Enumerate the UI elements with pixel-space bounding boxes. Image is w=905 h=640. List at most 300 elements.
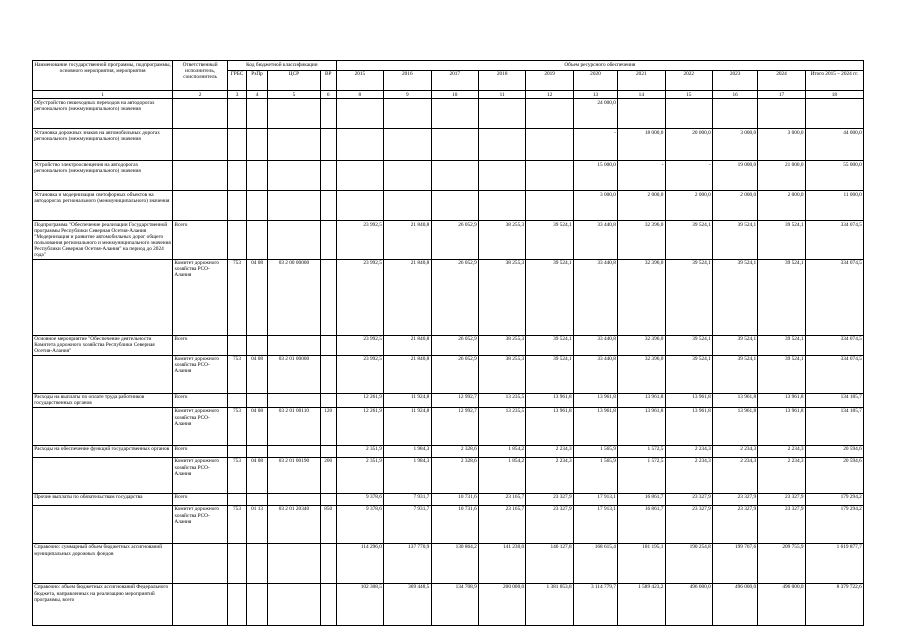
header-year-2023: 2023 [712, 70, 757, 90]
table-row [33, 355, 864, 393]
row-year-value: 39 524,1 [526, 259, 573, 335]
row-csr [268, 445, 321, 457]
row-rzpr [247, 445, 268, 457]
row-year-value: 2 351,9 [336, 457, 383, 493]
row-year-value: 39 524,1 [665, 355, 712, 393]
row-year-value: 32 396,0 [618, 335, 665, 355]
row-year-value: 137 770,9 [384, 543, 431, 583]
row-vr [320, 583, 336, 625]
row-year-value: 130 864,2 [431, 543, 478, 583]
row-year-value: 496 000,0 [758, 583, 805, 625]
row-vr: 850 [320, 505, 336, 543]
row-year-value: 13 961,8 [758, 407, 805, 445]
row-year-value: 1 854,2 [478, 445, 525, 457]
row-csr: 03 2 01 00000 [268, 355, 321, 393]
row-vr [320, 393, 336, 407]
table-row [33, 493, 864, 505]
row-name: Расходы на выплаты по оплате труда работников государственных органов [33, 393, 173, 407]
header-year-2016: 2016 [384, 70, 431, 90]
row-total-value: 179 294,2 [805, 505, 863, 543]
header-year-2024: 2024 [758, 70, 805, 90]
row-year-value: 7 931,7 [384, 493, 431, 505]
row-year-value: 13 961,8 [573, 393, 617, 407]
row-csr: 03 2 01 20340 [268, 505, 321, 543]
row-grbs: 753 [228, 407, 247, 445]
row-name [33, 457, 173, 493]
row-rzpr [247, 99, 268, 129]
row-year-value: 1 381 053,8 [526, 583, 573, 625]
row-year-value [526, 161, 573, 191]
row-vr [320, 191, 336, 221]
row-year-value [618, 99, 665, 129]
row-grbs: 753 [228, 259, 247, 335]
row-year-value: 2 234,3 [526, 457, 573, 493]
row-csr [268, 493, 321, 505]
row-csr: 03 2 01 00190 [268, 457, 321, 493]
row-year-value: 13 961,8 [712, 393, 757, 407]
table-row [33, 543, 864, 583]
row-year-value [478, 191, 525, 221]
row-year-value: 11 924,8 [384, 407, 431, 445]
header-year-2018: 2018 [478, 70, 525, 90]
header-colnum: 1 [33, 91, 173, 99]
row-year-value: 13 961,8 [526, 407, 573, 445]
header-colnum: 17 [758, 91, 805, 99]
row-grbs [228, 99, 247, 129]
row-responsible: Комитет дорожного хозяйства РСО-Алания [173, 355, 228, 393]
header-code-1: РзПр [247, 70, 268, 90]
row-vr: 200 [320, 457, 336, 493]
row-vr [320, 543, 336, 583]
row-year-value [336, 191, 383, 221]
header-colnum: 15 [665, 91, 712, 99]
row-year-value [478, 161, 525, 191]
row-name [33, 505, 173, 543]
row-year-value: 39 524,1 [665, 259, 712, 335]
row-year-value [665, 99, 712, 129]
header-colnum: 16 [712, 91, 757, 99]
header-code-3: ВР [320, 70, 336, 90]
row-year-value: - [665, 161, 712, 191]
row-year-value: 33 440,8 [573, 355, 617, 393]
row-year-value: 21 840,8 [384, 355, 431, 393]
row-rzpr [247, 393, 268, 407]
row-csr [268, 393, 321, 407]
row-rzpr: 04 08 [247, 407, 268, 445]
row-csr [268, 583, 321, 625]
row-name: Расходы на обеспечение функций государственных органов [33, 445, 173, 457]
row-responsible: Комитет дорожного хозяйства РСО-Алания [173, 259, 228, 335]
row-year-value: 23 327,9 [665, 505, 712, 543]
row-year-value: 12 261,9 [336, 393, 383, 407]
row-year-value: 3 000,0 [573, 191, 617, 221]
row-name: Справочно: объем бюджетных ассигнований Федерального бюджета, направленных на реализацию мероприятий программы, всего [33, 583, 173, 625]
row-year-value: 23 992,5 [336, 259, 383, 335]
row-year-value [431, 129, 478, 161]
row-year-value: 21 840,8 [384, 259, 431, 335]
row-total-value: 334 074,5 [805, 259, 863, 335]
table-row [33, 505, 864, 543]
row-responsible: Всего [173, 493, 228, 505]
header-name: Наименование государственной программы, подпрограммы, основного мероприятия, мероприятия [33, 61, 173, 91]
row-vr [320, 355, 336, 393]
row-year-value [526, 191, 573, 221]
row-year-value: 39 524,1 [526, 221, 573, 259]
row-year-value [384, 191, 431, 221]
row-year-value: 21 840,8 [384, 335, 431, 355]
row-vr [320, 335, 336, 355]
row-csr [268, 543, 321, 583]
header-year-2022: 2022 [665, 70, 712, 90]
row-name: Установка и модернизация светофорных объектов на автодорогах регионального (межмуниципального) значения [33, 191, 173, 221]
row-rzpr [247, 583, 268, 625]
row-year-value: 200 000,0 [478, 583, 525, 625]
row-responsible [173, 99, 228, 129]
row-year-value: 18 000,0 [618, 129, 665, 161]
header-colnum: 11 [478, 91, 525, 99]
row-year-value: 3 000,0 [712, 129, 757, 161]
row-rzpr: 04 08 [247, 355, 268, 393]
row-grbs [228, 543, 247, 583]
row-year-value: 23 992,5 [336, 335, 383, 355]
row-grbs [228, 161, 247, 191]
header-year-2020: 2020 [573, 70, 617, 90]
row-grbs: 753 [228, 457, 247, 493]
row-year-value: 12 261,9 [336, 407, 383, 445]
row-year-value: 2 234,3 [758, 457, 805, 493]
row-year-value: 369 448,5 [384, 583, 431, 625]
row-year-value [336, 129, 383, 161]
row-rzpr [247, 493, 268, 505]
header-code-0: ГРБС [228, 70, 247, 90]
row-year-value: 33 440,8 [573, 221, 617, 259]
row-year-value: 13 961,8 [526, 393, 573, 407]
row-year-value [712, 99, 757, 129]
row-vr [320, 99, 336, 129]
budget-table [32, 60, 864, 626]
row-responsible: Всего [173, 335, 228, 355]
row-year-value: 13 961,8 [758, 393, 805, 407]
row-year-value: 141 230,0 [478, 543, 525, 583]
header-colnum: 9 [384, 91, 431, 99]
row-year-value: 39 524,1 [712, 355, 757, 393]
row-year-value [431, 99, 478, 129]
row-year-value: 2 234,3 [712, 457, 757, 493]
row-year-value: 1 572,5 [618, 457, 665, 493]
row-responsible [173, 191, 228, 221]
row-rzpr [247, 543, 268, 583]
row-responsible: Комитет дорожного хозяйства РСО-Алания [173, 407, 228, 445]
row-year-value [526, 129, 573, 161]
row-year-value: 190 254,8 [665, 543, 712, 583]
row-year-value: 26 052,9 [431, 221, 478, 259]
row-year-value: 134 708,9 [431, 583, 478, 625]
row-name [33, 407, 173, 445]
row-rzpr [247, 129, 268, 161]
row-csr: 03 2 00 00000 [268, 259, 321, 335]
row-year-value: 13 961,8 [573, 407, 617, 445]
row-year-value: 209 755,9 [758, 543, 805, 583]
row-vr [320, 493, 336, 505]
row-csr [268, 161, 321, 191]
row-name: Устройство электроосвещения на автодорогах регионального (межмуниципального) значения [33, 161, 173, 191]
row-csr [268, 129, 321, 161]
row-year-value: 23 327,9 [526, 493, 573, 505]
row-year-value: 11 924,8 [384, 393, 431, 407]
row-rzpr: 04 08 [247, 259, 268, 335]
row-name: Прочие выплаты по обязательствам государства [33, 493, 173, 505]
row-year-value: 26 052,9 [431, 355, 478, 393]
row-year-value: 1 565,9 [573, 457, 617, 493]
table-row [33, 221, 864, 259]
row-year-value: 16 861,7 [618, 505, 665, 543]
row-year-value: 496 000,0 [665, 583, 712, 625]
header-colnum: 18 [805, 91, 863, 99]
row-csr [268, 221, 321, 259]
row-year-value: 32 396,0 [618, 259, 665, 335]
row-grbs [228, 445, 247, 457]
row-year-value: 13 961,8 [618, 407, 665, 445]
row-year-value: 38 255,3 [478, 335, 525, 355]
row-responsible: Всего [173, 221, 228, 259]
header-year-2017: 2017 [431, 70, 478, 90]
row-year-value [431, 161, 478, 191]
row-year-value [384, 129, 431, 161]
row-total-value: 134 185,7 [805, 407, 863, 445]
table-row [33, 407, 864, 445]
row-grbs [228, 221, 247, 259]
row-total-value: 20 594,6 [805, 457, 863, 493]
row-year-value: 39 524,1 [758, 259, 805, 335]
row-year-value [478, 99, 525, 129]
row-year-value: 32 396,0 [618, 355, 665, 393]
row-vr [320, 221, 336, 259]
row-total-value: 134 185,7 [805, 393, 863, 407]
row-vr [320, 161, 336, 191]
row-year-value: 496 000,0 [712, 583, 757, 625]
row-year-value: 1 565,9 [573, 445, 617, 457]
row-rzpr [247, 221, 268, 259]
table-row [33, 335, 864, 355]
row-year-value: 17 913,1 [573, 505, 617, 543]
row-grbs [228, 191, 247, 221]
table-row [33, 583, 864, 625]
row-year-value: 2 234,3 [665, 457, 712, 493]
row-csr: 03 2 01 00110 [268, 407, 321, 445]
row-year-value: 13 961,8 [665, 393, 712, 407]
row-grbs [228, 493, 247, 505]
row-year-value: 39 524,1 [712, 335, 757, 355]
row-year-value: 2 000,0 [712, 191, 757, 221]
row-year-value: 23 327,9 [712, 493, 757, 505]
row-responsible: Комитет дорожного хозяйства РСО-Алания [173, 505, 228, 543]
row-year-value: 39 524,1 [712, 259, 757, 335]
row-year-value [384, 161, 431, 191]
header-colnum: 8 [336, 91, 383, 99]
header-resources: Объем ресурсного обеспечения [336, 61, 863, 71]
row-year-value: 1 572,5 [618, 445, 665, 457]
row-year-value: 38 255,3 [478, 221, 525, 259]
header-colnum: 5 [268, 91, 321, 99]
row-vr [320, 129, 336, 161]
header-colnum: 6 [320, 91, 336, 99]
row-year-value: 23 327,9 [665, 493, 712, 505]
row-vr [320, 259, 336, 335]
row-year-value: 32 396,0 [618, 221, 665, 259]
row-year-value: 26 052,9 [431, 335, 478, 355]
header-responsible: Ответственный исполнитель, соисполнитель [173, 61, 228, 91]
row-rzpr [247, 335, 268, 355]
row-year-value: 38 255,3 [478, 355, 525, 393]
row-total-value: 1 619 877,7 [805, 543, 863, 583]
header-total: Итого 2015 – 2024 гг. [805, 70, 863, 90]
row-year-value: 23 992,5 [336, 355, 383, 393]
row-rzpr: 01 13 [247, 505, 268, 543]
row-name: Подпрограмма "Обеспечение реализации Государственной программы Республики Северная Осетия-Алания "Модернизация и развитие автомобильных дорог общего пользования регионального и межмуниципального значения Республики Северная Осетия-Алания" на период до 2024 года" [34, 221, 171, 258]
row-grbs: 753 [228, 355, 247, 393]
row-responsible [173, 161, 228, 191]
row-grbs [228, 335, 247, 355]
header-year-2015: 2015 [336, 70, 383, 90]
row-year-value: 10 731,6 [431, 505, 478, 543]
row-total-value: 8 379 722,6 [805, 583, 863, 625]
row-year-value: 39 524,1 [526, 335, 573, 355]
row-year-value: 23 992,5 [336, 221, 383, 259]
row-year-value: 39 524,1 [758, 335, 805, 355]
row-name [33, 355, 173, 393]
row-year-value: 114 296,0 [336, 543, 383, 583]
row-rzpr: 04 08 [247, 457, 268, 493]
row-year-value: 12 992,7 [431, 393, 478, 407]
row-total-value: 44 000,0 [805, 129, 863, 161]
row-year-value: 23 327,9 [526, 505, 573, 543]
row-responsible: Всего [173, 445, 228, 457]
row-total-value: 20 594,6 [805, 445, 863, 457]
table-row [33, 457, 864, 493]
row-total-value: 179 294,2 [805, 493, 863, 505]
row-name: Установка дорожных знаков на автомобильных дорогах регионального (межмуниципального) значения [33, 129, 173, 161]
row-rzpr [247, 191, 268, 221]
row-responsible [173, 583, 228, 625]
row-year-value: 26 052,9 [431, 259, 478, 335]
row-year-value: 1 984,3 [384, 457, 431, 493]
header-year-2021: 2021 [618, 70, 665, 90]
row-year-value: 20 000,0 [665, 129, 712, 161]
row-total-value: 334 074,5 [805, 221, 863, 259]
row-year-value: 12 992,7 [431, 407, 478, 445]
row-responsible: Всего [173, 393, 228, 407]
row-year-value: 13 235,5 [478, 393, 525, 407]
row-year-value: 102 308,5 [336, 583, 383, 625]
table-row [33, 445, 864, 457]
row-year-value: - [573, 129, 617, 161]
header-colnum: 13 [573, 91, 617, 99]
row-responsible: Комитет дорожного хозяйства РСО-Алания [173, 457, 228, 493]
row-year-value: 13 961,8 [712, 407, 757, 445]
row-year-value: 3 000,0 [758, 129, 805, 161]
row-year-value: 13 961,8 [665, 407, 712, 445]
row-year-value: 15 000,0 [573, 161, 617, 191]
row-year-value: 181 195,1 [618, 543, 665, 583]
row-grbs [228, 583, 247, 625]
row-year-value: 2 234,3 [758, 445, 805, 457]
header-colnum: 12 [526, 91, 573, 99]
row-year-value: 10 731,6 [431, 493, 478, 505]
row-year-value: 21 840,8 [384, 221, 431, 259]
row-year-value: 199 767,6 [712, 543, 757, 583]
row-year-value: 1 984,3 [384, 445, 431, 457]
header-colnum: 2 [173, 91, 228, 99]
table-row [33, 99, 864, 129]
row-year-value: 2 351,9 [336, 445, 383, 457]
row-year-value: 7 931,7 [384, 505, 431, 543]
row-total-value: 55 000,0 [805, 161, 863, 191]
row-year-value [384, 99, 431, 129]
row-year-value: 39 524,1 [526, 355, 573, 393]
row-year-value: 23 327,9 [758, 493, 805, 505]
header-colnum: 14 [618, 91, 665, 99]
row-year-value: 39 524,1 [665, 335, 712, 355]
header-year-2019: 2019 [526, 70, 573, 90]
header-colnum: 4 [247, 91, 268, 99]
row-year-value: 23 327,9 [758, 505, 805, 543]
row-csr [268, 335, 321, 355]
header-budget-code: Код бюджетной классификации [228, 61, 337, 71]
row-csr [268, 99, 321, 129]
row-year-value: 2 328,6 [431, 445, 478, 457]
row-year-value: 23 327,9 [712, 505, 757, 543]
row-year-value: 2 234,3 [665, 445, 712, 457]
row-grbs [228, 129, 247, 161]
row-year-value: 3 114 779,7 [573, 583, 617, 625]
row-year-value: - [618, 161, 665, 191]
row-year-value: 2 328,6 [431, 457, 478, 493]
budget-table-sheet [32, 60, 864, 626]
row-year-value: 39 524,1 [758, 221, 805, 259]
row-year-value [478, 129, 525, 161]
row-year-value: 2 234,3 [526, 445, 573, 457]
row-year-value [526, 99, 573, 129]
row-total-value [805, 99, 863, 129]
row-year-value: 23 165,7 [478, 493, 525, 505]
row-year-value [758, 99, 805, 129]
row-name: Основное мероприятие "Обеспечение деятельности Комитета дорожного хозяйства Республики Северная Осетия-Алания" [33, 335, 173, 355]
row-year-value: 1 854,2 [478, 457, 525, 493]
row-year-value: 39 524,1 [758, 355, 805, 393]
row-vr [320, 445, 336, 457]
row-year-value: 2 000,0 [618, 191, 665, 221]
row-year-value: 24 000,0 [573, 99, 617, 129]
row-year-value [431, 191, 478, 221]
row-year-value: 2 234,3 [712, 445, 757, 457]
row-year-value: 38 255,3 [478, 259, 525, 335]
row-year-value: 33 440,8 [573, 259, 617, 335]
row-grbs: 753 [228, 505, 247, 543]
row-grbs [228, 393, 247, 407]
row-year-value: 146 127,8 [526, 543, 573, 583]
row-year-value [336, 99, 383, 129]
header-colnum: 10 [431, 91, 478, 99]
row-year-value: 39 524,1 [712, 221, 757, 259]
row-year-value: 2 000,0 [758, 191, 805, 221]
row-year-value: 13 961,8 [618, 393, 665, 407]
row-year-value [336, 161, 383, 191]
table-row [33, 393, 864, 407]
header-colnum: 3 [228, 91, 247, 99]
row-year-value: 23 165,7 [478, 505, 525, 543]
row-year-value: 21 000,0 [758, 161, 805, 191]
row-name: Обустройство пешеходных переходов на автодорогах регионального (межмуниципального) значения [33, 99, 173, 129]
